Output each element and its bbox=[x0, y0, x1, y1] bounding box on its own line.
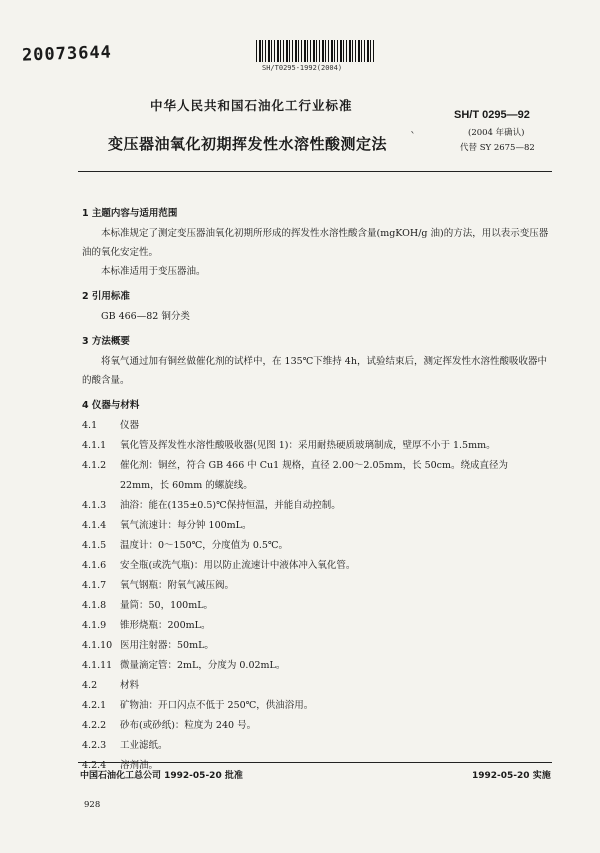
replaces-standard: 代替 SY 2675—82 bbox=[460, 143, 535, 153]
item-text: 催化剂：铜丝，符合 GB 466 中 Cu1 规格，直径 2.00～2.05mm，长 50cm。绕成直径为 22mm，长 60mm 的螺旋线。 bbox=[120, 460, 509, 491]
barcode-label: SH/T0295-1992(2004) bbox=[262, 64, 343, 72]
item-text: 温度计：0～150℃，分度值为 0.5℃。 bbox=[120, 540, 289, 551]
header-divider bbox=[78, 171, 552, 172]
handwritten-number: 20073644 bbox=[21, 42, 113, 66]
implementation-date: 1992-05-20 实施 bbox=[472, 771, 551, 781]
list-item bbox=[82, 436, 550, 456]
section-title: 2 引用标准 bbox=[82, 291, 130, 302]
list-item bbox=[82, 636, 550, 656]
item-text: 砂布(或砂纸)：粒度为 240 号。 bbox=[120, 720, 257, 731]
list-item bbox=[82, 596, 550, 616]
list-item bbox=[82, 496, 550, 516]
item-text: 量筒：50，100mL。 bbox=[120, 600, 214, 611]
item-text: 矿物油：开口闪点不低于 250℃，供油浴用。 bbox=[120, 700, 314, 711]
item-number: 4.1.7 bbox=[82, 580, 107, 591]
item-text: 锥形烧瓶：200mL。 bbox=[120, 620, 211, 631]
item-number: 4.1.6 bbox=[82, 560, 107, 571]
item-text: 油浴：能在(135±0.5)℃保持恒温，并能自动控制。 bbox=[120, 500, 341, 511]
item-number: 4.2.2 bbox=[82, 720, 107, 731]
pen-mark: ˋ bbox=[410, 130, 416, 144]
item-text: 溶剂油。 bbox=[120, 760, 159, 771]
item-text: 微量滴定管：2mL，分度为 0.02mL。 bbox=[120, 660, 286, 671]
item-text: 氧气钢瓶：附氧气减压阀。 bbox=[120, 580, 235, 591]
list-item bbox=[82, 676, 550, 696]
item-number: 4.2.4 bbox=[82, 760, 107, 771]
item-text: 氧化管及挥发性水溶性酸吸收器(见图 1)：采用耐热硬质玻璃制成，壁厚不小于 1.5mm。 bbox=[120, 440, 496, 451]
section-title: 1 主题内容与适用范围 bbox=[82, 208, 178, 219]
barcode bbox=[256, 40, 376, 62]
list-item bbox=[82, 616, 550, 636]
item-text: 工业滤纸。 bbox=[120, 740, 168, 751]
item-number: 4.1.10 bbox=[82, 640, 113, 651]
paragraph: GB 466—82 铜分类 bbox=[101, 311, 190, 322]
list-item bbox=[82, 696, 550, 716]
paragraph: 本标准规定了测定变压器油氧化初期所形成的挥发性水溶性酸含量(mgKOH/g 油)的方法，用以表示变压器油的氧化安定性。 bbox=[82, 228, 549, 258]
item-text: 安全瓶(或洗气瓶)：用以防止流速计中液体冲入氧化管。 bbox=[120, 560, 356, 571]
list-item bbox=[82, 576, 550, 596]
item-number: 4.2 bbox=[82, 680, 98, 691]
document-body bbox=[82, 204, 550, 776]
list-item bbox=[82, 736, 550, 756]
list-item bbox=[82, 516, 550, 536]
list-item bbox=[82, 416, 550, 436]
standard-organization: 中华人民共和国石油化工行业标准 bbox=[150, 98, 353, 113]
list-item bbox=[82, 556, 550, 576]
item-text: 医用注射器：50mL。 bbox=[120, 640, 214, 651]
item-number: 4.2.1 bbox=[82, 700, 107, 711]
confirmation-year: (2004 年确认) bbox=[468, 128, 525, 138]
section-title: 3 方法概要 bbox=[82, 336, 130, 347]
item-text: 氧气流速计：每分钟 100mL。 bbox=[120, 520, 252, 531]
item-number: 4.1.11 bbox=[82, 660, 113, 671]
section-title: 4 仪器与材料 bbox=[82, 400, 140, 411]
item-number: 4.1 bbox=[82, 420, 98, 431]
item-number: 4.2.3 bbox=[82, 740, 107, 751]
standard-code: SH/T 0295—92 bbox=[454, 109, 530, 121]
item-number: 4.1.2 bbox=[82, 460, 107, 471]
approval-line: 中国石油化工总公司 1992-05-20 批准 bbox=[80, 771, 243, 781]
paragraph: 本标准适用于变压器油。 bbox=[101, 266, 206, 277]
item-number: 4.1.8 bbox=[82, 600, 107, 611]
item-number: 4.1.1 bbox=[82, 440, 107, 451]
item-number: 4.1.9 bbox=[82, 620, 107, 631]
item-text: 材料 bbox=[120, 680, 140, 691]
paragraph: 将氧气通过加有铜丝做催化剂的试样中，在 135℃下维持 4h，试验结束后，测定挥发性水溶性酸吸收器中的酸含量。 bbox=[82, 356, 547, 386]
document-title: 变压器油氧化初期挥发性水溶性酸测定法 bbox=[108, 135, 388, 153]
list-item bbox=[82, 656, 550, 676]
list-item bbox=[82, 716, 550, 736]
item-number: 4.1.5 bbox=[82, 540, 107, 551]
list-item bbox=[82, 536, 550, 556]
item-number: 4.1.4 bbox=[82, 520, 107, 531]
list-item bbox=[82, 456, 550, 496]
footer-divider bbox=[78, 762, 552, 763]
item-text: 仪器 bbox=[120, 420, 140, 431]
item-number: 4.1.3 bbox=[82, 500, 107, 511]
page-number: 928 bbox=[84, 800, 101, 810]
